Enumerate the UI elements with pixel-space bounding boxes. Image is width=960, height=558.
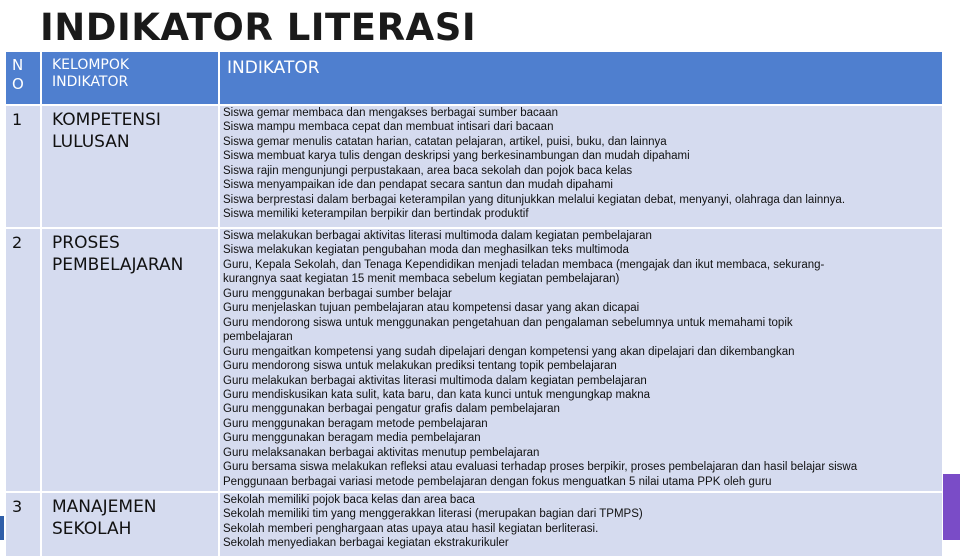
header-kelompok: [41, 51, 219, 105]
page-title: INDIKATOR LITERASI: [40, 6, 477, 49]
indikator-cell: [219, 492, 943, 557]
header-no-line: O: [12, 75, 25, 93]
indikator-cell: [219, 228, 943, 492]
indicator-table: [4, 50, 944, 558]
kelompok-line: MANAJEMEN: [52, 497, 157, 517]
indikator-item: Guru menggunakan beragam media pembelajaran: [223, 432, 481, 445]
left-accent-strip: [0, 516, 4, 540]
table-header-row: [5, 51, 943, 105]
indikator-item: Guru menggunakan berbagai pengatur grafis dalam pembelajaran: [223, 403, 560, 416]
indikator-item: Penggunaan berbagai variasi metode pembelajaran dengan fokus menguatkan 5 nilai utama PPK oleh guru: [223, 475, 772, 488]
kelompok-cell: [41, 105, 219, 228]
indikator-item: Siswa memiliki keterampilan berpikir dan bertindak produktif: [223, 208, 529, 221]
indikator-item: Siswa gemar menulis catatan harian, catatan pelajaran, artikel, puisi, buku, dan lainnya: [223, 135, 667, 148]
header-kelompok-line: KELOMPOK: [52, 57, 130, 73]
row-number: 3: [5, 492, 41, 557]
indikator-item: Sekolah memberi penghargaan atas upaya atau hasil kegiatan berliterasi.: [223, 522, 599, 535]
indikator-item: Siswa mampu membaca cepat dan membuat intisari dari bacaan: [223, 121, 554, 134]
indikator-item: Siswa berprestasi dalam berbagai keterampilan yang ditunjukkan melalui kegiatan debat, menyanyi, olahraga dan lainnya.: [223, 193, 846, 206]
indikator-item: Sekolah memiliki tim yang menggerakkan literasi (merupakan bagian dari TPMPS): [223, 508, 643, 521]
corner-accent-bar: [943, 474, 960, 540]
kelompok-line: PEMBELAJARAN: [52, 255, 184, 275]
table-row: [5, 228, 943, 492]
header-indikator: INDIKATOR: [219, 51, 943, 105]
indikator-item: Siswa membuat karya tulis dengan deskripsi yang berkesinambungan dan mudah dipahami: [223, 150, 690, 163]
kelompok-cell: [41, 228, 219, 492]
header-kelompok-line: INDIKATOR: [52, 74, 129, 90]
indikator-item: Guru mengaitkan kompetensi yang sudah dipelajari dengan kompetensi yang akan dipelajari dan dikembangkan: [223, 345, 795, 358]
indikator-item: Siswa melakukan berbagai aktivitas literasi multimoda dalam kegiatan pembelajaran: [223, 230, 652, 242]
indikator-item: Guru mendorong siswa untuk melakukan prediksi tentang topik pembelajaran: [223, 360, 617, 373]
header-no-line: N: [12, 56, 25, 74]
kelompok-cell: [41, 492, 219, 557]
indikator-item: Siswa gemar membaca dan mengakses berbagai sumber bacaan: [223, 107, 558, 119]
indikator-item: Siswa rajin mengunjungi perpustakaan, area baca sekolah dan pojok baca kelas: [223, 164, 633, 177]
indikator-item: kurangnya saat kegiatan 15 menit membaca sebelum kegiatan pembelajaran): [223, 273, 620, 286]
indikator-item: pembelajaran: [223, 331, 293, 344]
indikator-item: Sekolah menyediakan berbagai kegiatan ekstrakurikuler: [223, 537, 509, 550]
table-row: [5, 492, 943, 557]
kelompok-line: PROSES: [52, 233, 120, 253]
indikator-item: Guru melakukan berbagai aktivitas literasi multimoda dalam kegiatan pembelajaran: [223, 374, 647, 387]
row-number: 1: [5, 105, 41, 228]
indikator-item: Siswa melakukan kegiatan pengubahan moda dan meghasilkan teks multimoda: [223, 244, 629, 257]
indikator-cell: [219, 105, 943, 228]
kelompok-line: SEKOLAH: [52, 519, 132, 539]
indikator-item: Guru bersama siswa melakukan refleksi atau evaluasi terhadap proses berpikir, proses pembelajaran dan hasil belajar siswa: [223, 461, 858, 474]
indikator-item: Guru menggunakan berbagai sumber belajar: [223, 287, 452, 300]
indikator-item: Guru, Kepala Sekolah, dan Tenaga Kependidikan menjadi teladan membaca (mengajak dan ikut membaca, sekurang-: [223, 258, 825, 271]
indikator-item: Guru menjelaskan tujuan pembelajaran atau kompetensi dasar yang akan dicapai: [223, 302, 640, 315]
header-no: [5, 51, 41, 105]
indikator-item: Sekolah memiliki pojok baca kelas dan area baca: [223, 494, 475, 506]
indikator-item: Guru mendorong siswa untuk menggunakan pengetahuan dan pengalaman sebelumnya untuk memahami topik: [223, 316, 793, 329]
kelompok-line: KOMPETENSI: [52, 110, 161, 130]
indikator-item: Guru mendiskusikan kata sulit, kata baru, dan kata kunci untuk mengungkap makna: [223, 388, 651, 401]
indikator-item: Siswa menyampaikan ide dan pendapat secara santun dan mudah dipahami: [223, 179, 613, 192]
indikator-item: Guru melaksanakan berbagai aktivitas menutup pembelajaran: [223, 446, 540, 459]
row-number: 2: [5, 228, 41, 492]
table-row: [5, 105, 943, 228]
indikator-item: Guru menggunakan beragam metode pembelajaran: [223, 417, 488, 430]
kelompok-line: LULUSAN: [52, 132, 130, 152]
